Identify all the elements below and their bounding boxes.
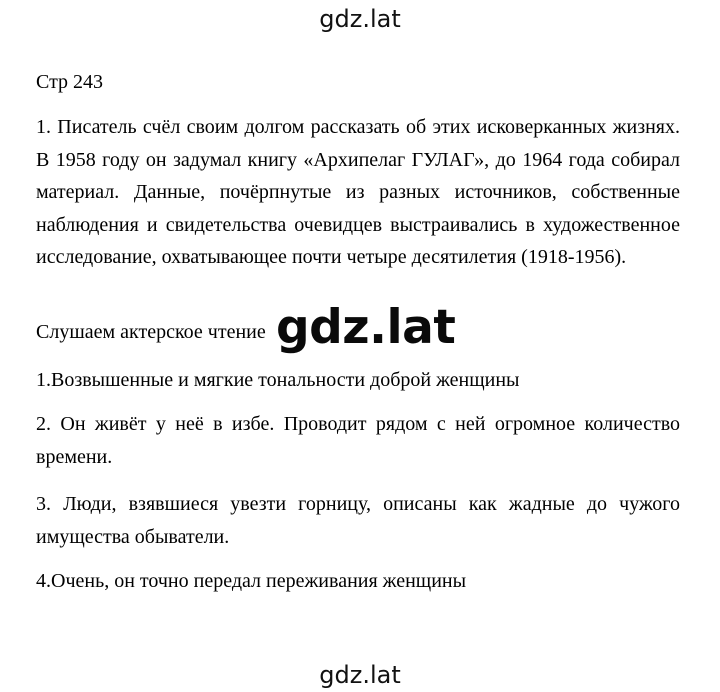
page-number: Стр 243	[36, 71, 104, 93]
list-item: 1.Возвышенные и мягкие тональности доброй женщины	[36, 369, 520, 391]
watermark-center: gdz.lat	[276, 300, 456, 355]
watermark-top: gdz.lat	[319, 5, 401, 33]
section-heading-listening: Слушаем актерское чтение	[36, 321, 266, 343]
list-item: 3. Люди, взявшиеся увезти горницу, описаны как жадные до чужого имущества обыватели.	[36, 493, 680, 548]
watermark-bottom: gdz.lat	[319, 661, 401, 689]
answer-paragraph-1: 1. Писатель счёл своим долгом рассказать об этих исковерканных жизнях. В 1958 году он задумал книгу «Архипелаг ГУЛАГ», до 1964 года собирал материал. Данные, почёрпнутые из разных источников, собственные наблюдения и свидетельства очевидцев выстраивались в художественное исследование, охватывающее почти четыре десятилетия (1918-1956).	[36, 116, 680, 268]
list-item: 4.Очень, он точно передал переживания женщины	[36, 570, 467, 592]
list-item: 2. Он живёт у неё в избе. Проводит рядом с ней огромное количество времени.	[36, 413, 680, 468]
